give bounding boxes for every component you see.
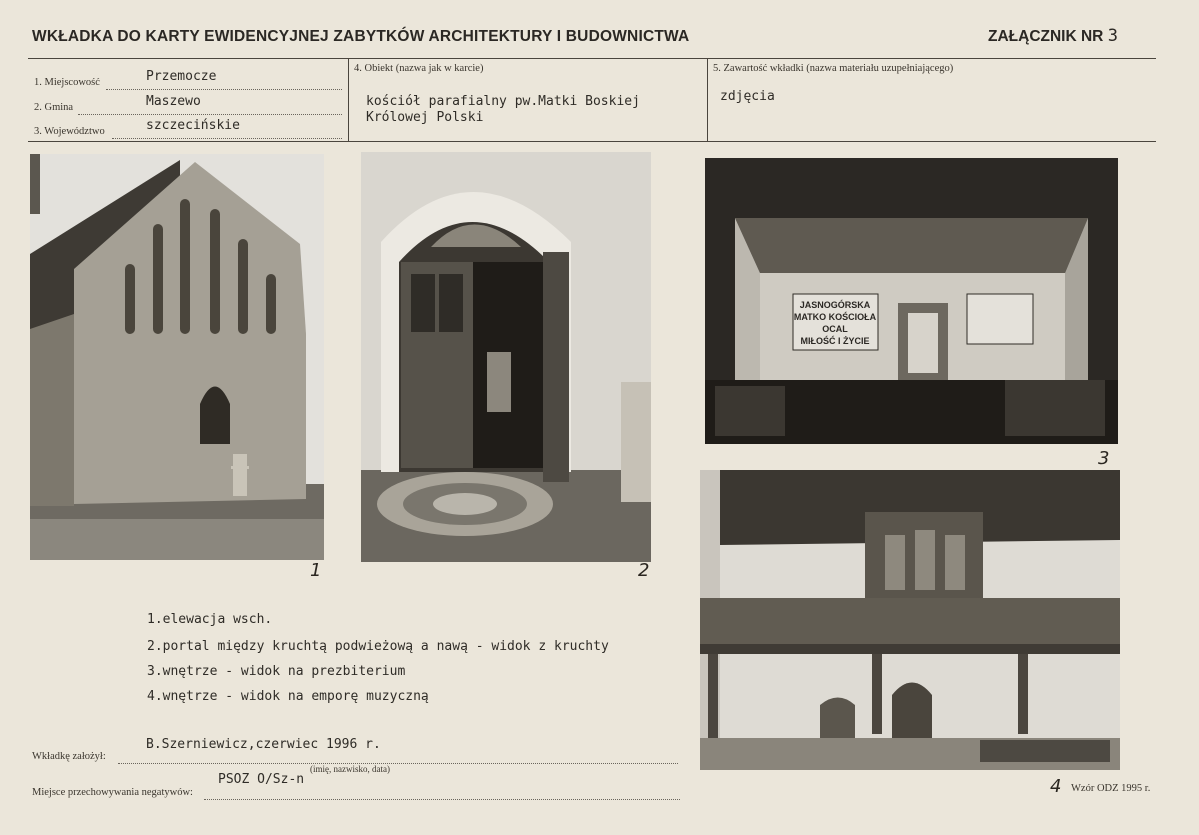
storage-dotline <box>204 798 680 800</box>
object-value-line2: Królowej Polski <box>366 110 484 125</box>
banner-line-4: MIŁOŚĆ I ŻYCIE <box>800 336 870 346</box>
attachment-number <box>988 26 1118 46</box>
commune-value: Maszewo <box>146 94 201 109</box>
created-by-value: B.Szerniewicz,czerwiec 1996 r. <box>146 737 381 752</box>
locality-dotline <box>106 88 342 90</box>
voivodeship-label: 3. Województwo <box>34 126 105 137</box>
locality-label: 1. Miejscowość <box>34 77 100 88</box>
created-by-label: Wkładkę założył: <box>32 751 106 762</box>
form-divider-1 <box>348 59 349 141</box>
created-by-hint: (imię, nazwisko, data) <box>310 764 390 774</box>
content-value: zdjęcia <box>720 89 775 104</box>
commune-dotline <box>78 113 342 115</box>
content-label: 5. Zawartość wkładki (nazwa materiału uzupełniającego) <box>713 63 954 74</box>
photo-3-number: 3 <box>1098 448 1110 469</box>
banner-line-1: JASNOGÓRSKA <box>799 300 871 310</box>
object-label: 4. Obiekt (nazwa jak w karcie) <box>354 63 484 74</box>
voivodeship-dotline <box>112 137 342 139</box>
form-header-box <box>28 58 1156 142</box>
photo-4-interior-gallery <box>700 470 1120 770</box>
document-title: WKŁADKA DO KARTY EWIDENCYJNEJ ZABYTKÓW ARCHITEKTURY I BUDOWNICTWA <box>32 28 690 45</box>
photo-2-number: 2 <box>638 560 650 581</box>
caption-4: 4.wnętrze - widok na emporę muzyczną <box>147 689 429 704</box>
photo-1-number: 1 <box>310 560 322 581</box>
caption-2: 2.portal między kruchtą podwieżową a nawą - widok z kruchty <box>147 639 609 654</box>
locality-value: Przemocze <box>146 69 217 84</box>
attachment-label: ZAŁĄCZNIK NR <box>988 28 1104 45</box>
voivodeship-value: szczecińskie <box>146 118 240 133</box>
banner-line-3: OCAL <box>822 324 848 334</box>
commune-label: 2. Gmina <box>34 102 74 113</box>
created-by-dotline <box>118 762 678 764</box>
banner-line-2: MATKO KOŚCIOŁA <box>793 312 877 322</box>
object-value-line1: kościół parafialny pw.Matki Boskiej <box>366 94 640 109</box>
photo-4-number: 4 <box>1050 776 1062 797</box>
form-template-note: Wzór ODZ 1995 r. <box>1071 783 1151 794</box>
caption-3: 3.wnętrze - widok na prezbiterium <box>147 664 406 679</box>
attachment-number-value: 3 <box>1107 26 1118 46</box>
photo-1-east-elevation <box>30 154 324 560</box>
photo-3-interior-presbytery <box>705 158 1118 444</box>
form-divider-2 <box>707 59 708 141</box>
storage-label: Miejsce przechowywania negatywów: <box>32 787 193 798</box>
storage-value: PSOZ O/Sz-n <box>218 772 305 787</box>
caption-1: 1.elewacja wsch. <box>147 612 273 627</box>
photo-2-portal <box>361 152 651 562</box>
